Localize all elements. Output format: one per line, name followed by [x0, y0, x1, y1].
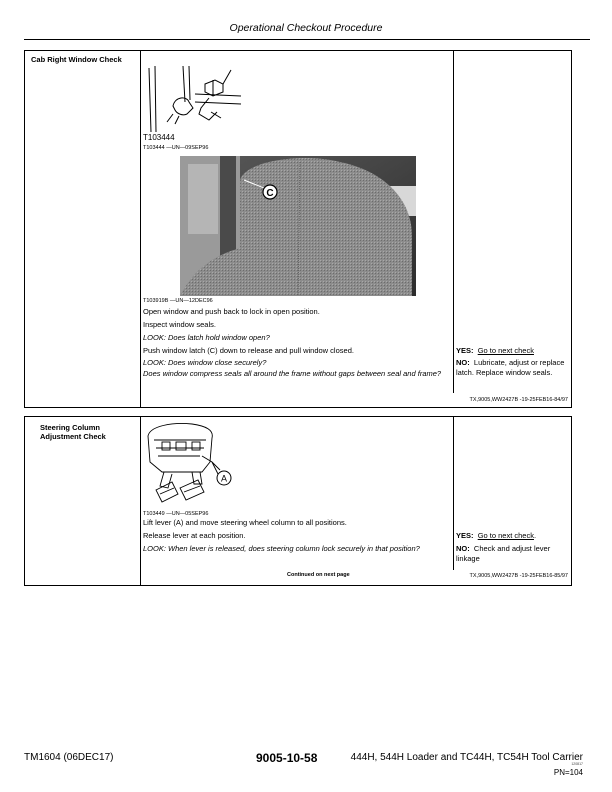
go-to-next-check-link[interactable]: Go to next check: [477, 531, 534, 540]
no-text: Check and adjust lever linkage: [456, 544, 551, 563]
figure-caption: T103444 —UN—09SEP96: [143, 145, 209, 151]
look-text: Does window compress seals all around the frame without gaps between seal and frame?: [143, 369, 442, 378]
reference-code: TX,9005,WW2427B -19-25FEB16-84/97: [469, 397, 568, 403]
go-to-next-check-link[interactable]: Go to next check: [477, 346, 534, 355]
no-result: [456, 544, 566, 564]
footer-manual-id: TM1604 (06DEC17): [24, 752, 114, 763]
step-text: Push window latch (C) down to release and pull window closed.: [143, 346, 354, 355]
step-text: Lift lever (A) and move steering wheel column to all positions.: [143, 518, 347, 527]
look-text: LOOK: When lever is released, does steering column lock securely in that position?: [143, 544, 420, 553]
section-title: Steering Column Adjustment Check: [40, 423, 106, 441]
step-text: Inspect window seals.: [143, 320, 216, 329]
yes-label: YES:: [456, 531, 474, 540]
footer-title: 444H, 544H Loader and TC44H, TC54H Tool Carrier: [350, 752, 583, 763]
callout-a: A: [220, 473, 228, 484]
step-text: Release lever at each position.: [143, 531, 246, 540]
seat-photo: [180, 156, 416, 296]
continued-note: Continued on next page: [287, 572, 350, 578]
step-text: Open window and push back to lock in open position.: [143, 307, 320, 316]
figure-caption: T103449 —UN—05SEP96: [143, 511, 209, 517]
footer-page-number: 9005-10-58: [256, 751, 318, 765]
no-label: NO:: [456, 544, 470, 553]
section-title: Cab Right Window Check: [31, 55, 122, 64]
latch-illustration: [143, 62, 243, 134]
header-rule: [24, 39, 590, 40]
no-result: [456, 358, 566, 378]
no-text: Lubricate, adjust or replace latch. Replace window seals.: [456, 358, 565, 377]
yes-result: [456, 346, 566, 356]
figure-caption: T103919B —UN—12DEC96: [143, 298, 213, 304]
column-divider: [453, 416, 454, 570]
look-text: LOOK: Does latch hold window open?: [143, 333, 270, 342]
reference-code: TX,9005,WW2427B -19-25FEB16-85/97: [469, 573, 568, 579]
footer-pn: PN=104: [553, 768, 583, 777]
yes-result: YES: Go to next check.: [456, 531, 537, 540]
footer-code: 120817: [571, 762, 583, 766]
yes-label: YES:: [456, 346, 474, 355]
column-divider: [140, 50, 141, 407]
no-label: NO:: [456, 358, 470, 367]
look-text: LOOK: Does window close securely?: [143, 358, 267, 367]
column-divider: [453, 50, 454, 393]
page-header-title: Operational Checkout Procedure: [229, 22, 383, 34]
callout-c: C: [266, 188, 274, 199]
figure-label: T103444: [143, 133, 175, 142]
steering-column-illustration: [142, 422, 242, 510]
column-divider: [140, 416, 141, 585]
